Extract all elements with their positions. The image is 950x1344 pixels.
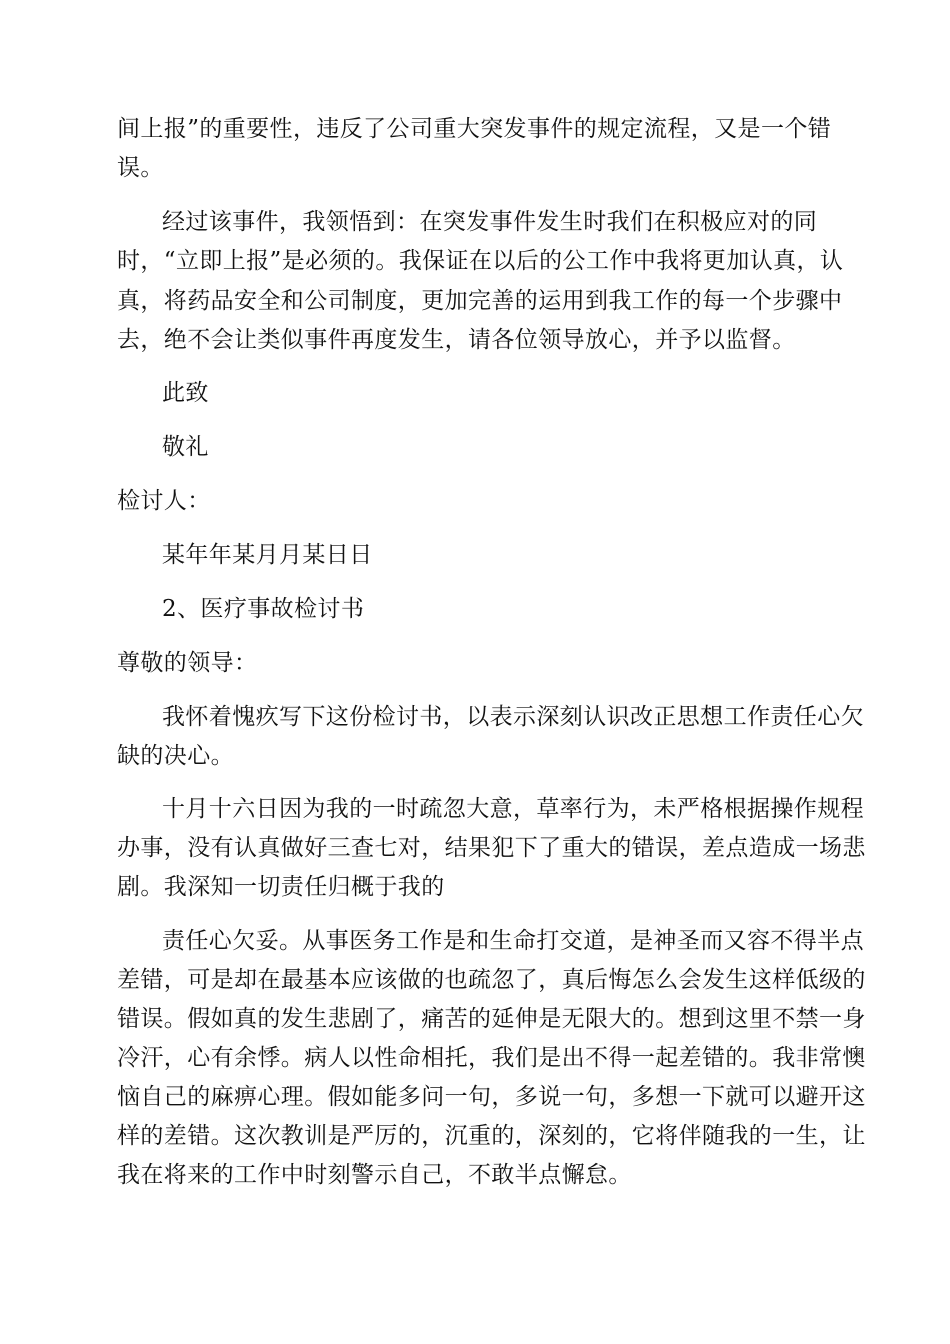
text-line: 恼自己的麻痹心理。假如能多问一句，多说一句，多想一下就可以避开这 (117, 1084, 866, 1110)
closing-phrase: 此致 (162, 380, 209, 406)
text-line: 样的差错。这次教训是严厉的，沉重的，深刻的，它将伴随我的一生，让 (117, 1123, 866, 1149)
signature-label: 检讨人： (117, 488, 211, 514)
text-line: 时，“立即上报”是必须的。我保证在以后的公工作中我将更加认真，认 (117, 248, 844, 274)
text-line: 间上报”的重要性，违反了公司重大突发事件的规定流程，又是一个错 (117, 116, 832, 142)
section-heading: 2、医疗事故检讨书 (162, 596, 365, 622)
text-line: 办事，没有认真做好三查七对，结果犯下了重大的错误，差点造成一场悲 (117, 835, 866, 861)
text-line: 去，绝不会让类似事件再度发生，请各位领导放心，并予以监督。 (117, 327, 796, 353)
text-line: 责任心欠妥。从事医务工作是和生命打交道，是神圣而又容不得半点 (162, 928, 864, 954)
text-line: 我怀着愧疚写下这份检讨书，以表示深刻认识改正思想工作责任心欠 (162, 704, 864, 730)
text-line: 我在将来的工作中时刻警示自己，不敢半点懈怠。 (117, 1162, 632, 1188)
text-line: 差错，可是却在最基本应该做的也疏忽了，真后悔怎么会发生这样低级的 (117, 967, 866, 993)
text-line: 十月十六日因为我的一时疏忽大意，草率行为，未严格根据操作规程 (162, 796, 864, 822)
date-line: 某年年某月月某日日 (162, 542, 373, 568)
greeting: 尊敬的领导： (117, 650, 258, 676)
text-line: 冷汗，心有余悸。病人以性命相托，我们是出不得一起差错的。我非常懊 (117, 1045, 866, 1071)
text-line: 剧。我深知一切责任归概于我的 (117, 874, 445, 900)
text-line: 真，将药品安全和公司制度，更加完善的运用到我工作的每一个步骤中 (117, 288, 843, 314)
text-line: 错误。假如真的发生悲剧了，痛苦的延伸是无限大的。想到这里不禁一身 (117, 1006, 866, 1032)
text-line: 经过该事件，我领悟到：在突发事件发生时我们在积极应对的同 (162, 209, 818, 235)
text-line: 缺的决心。 (117, 743, 234, 769)
text-line: 误。 (117, 155, 164, 181)
closing-salutation: 敬礼 (162, 434, 209, 460)
